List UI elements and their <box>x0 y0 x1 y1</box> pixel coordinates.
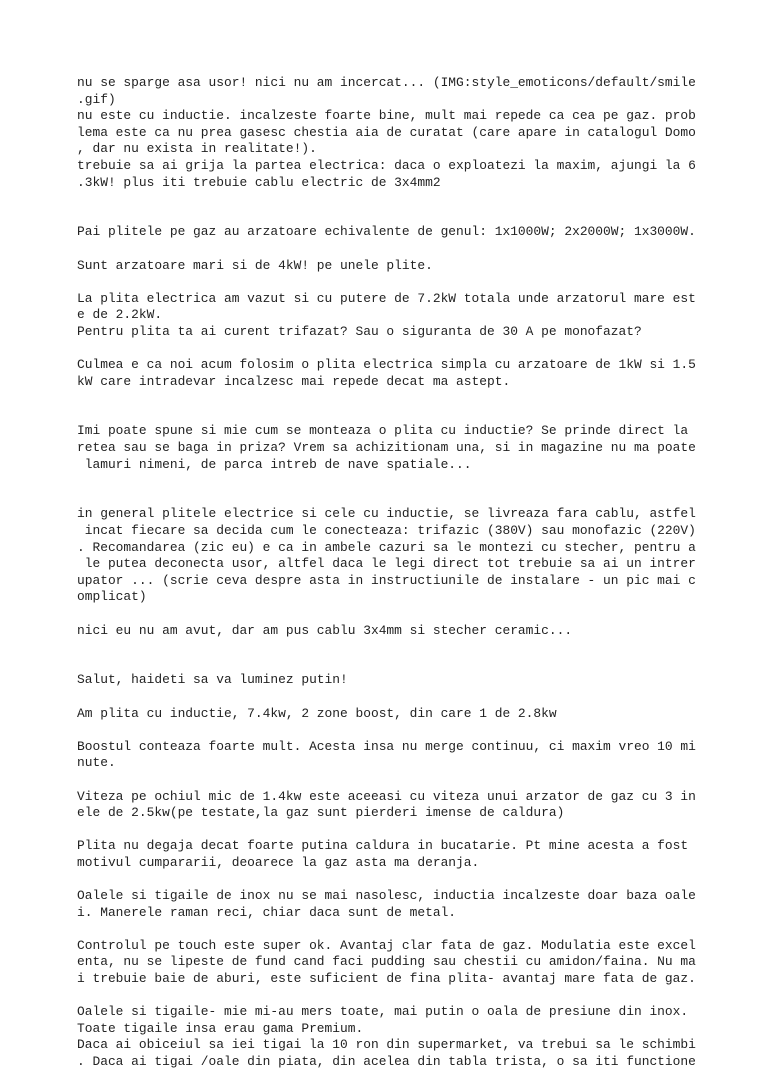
text-line: i. Manerele raman reci, chiar daca sunt de metal. <box>77 904 457 920</box>
text-line: Imi poate spune si mie cum se monteaza o plita cu inductie? Se prinde direct la <box>77 423 689 439</box>
text-line: Toate tigaile insa erau gama Premium. <box>77 1020 364 1036</box>
paragraph <box>77 739 717 772</box>
text-line: Oalele si tigaile de inox nu se mai nasolesc, inductia incalzeste doar baza oale <box>77 888 696 904</box>
text-line: Viteza pe ochiul mic de 1.4kw este aceeasi cu viteza unui arzator de gaz cu 3 in <box>77 788 696 804</box>
text-line: , dar nu exista in realitate!). <box>77 141 317 157</box>
text-line: e de 2.2kW. <box>77 307 163 323</box>
paragraph <box>77 258 717 275</box>
text-line: enta, nu se lipeste de fund cand faci pudding sau chestii cu amidon/faina. Nu ma <box>77 954 696 970</box>
text-line: Sunt arzatoare mari si de 4kW! pe unele plite. <box>77 257 433 273</box>
paragraph <box>77 75 717 191</box>
paragraph <box>77 357 717 390</box>
paragraph <box>77 623 717 640</box>
paragraph <box>77 672 717 689</box>
text-line: Am plita cu inductie, 7.4kw, 2 zone boost, din care 1 de 2.8kw <box>77 705 557 721</box>
text-line: .3kW! plus iti trebuie cablu electric de 3x4mm2 <box>77 174 441 190</box>
paragraph <box>77 706 717 723</box>
text-line: . Recomandarea (zic eu) e ca in ambele cazuri sa le montezi cu stecher, pentru a <box>77 539 696 555</box>
text-line: .gif) <box>77 91 116 107</box>
text-line: Plita nu degaja decat foarte putina caldura in bucatarie. Pt mine acesta a fost <box>77 838 689 854</box>
text-line: omplicat) <box>77 589 147 605</box>
paragraph <box>77 838 717 871</box>
text-line: trebuie sa ai grija la partea electrica: daca o exploatezi la maxim, ajungi la 6 <box>77 157 696 173</box>
paragraph <box>77 938 717 988</box>
paragraph <box>77 291 717 341</box>
text-line: Pentru plita ta ai curent trifazat? Sau o siguranta de 30 A pe monofazat? <box>77 323 642 339</box>
text-line: Daca ai obiceiul sa iei tigai la 10 ron din supermarket, va trebui sa le schimbi <box>77 1037 696 1053</box>
text-line: nu este cu inductie. incalzeste foarte bine, mult mai repede ca cea pe gaz. prob <box>77 108 696 124</box>
text-line: i trebuie baie de aburi, este suficient de fina plita- avantaj mare fata de gaz. <box>77 971 696 987</box>
paragraph <box>77 789 717 822</box>
text-line: nici eu nu am avut, dar am pus cablu 3x4mm si stecher ceramic... <box>77 622 573 638</box>
paragraph <box>77 888 717 921</box>
text-line: Salut, haideti sa va luminez putin! <box>77 672 348 688</box>
text-line: incat fiecare sa decida cum le conecteaza: trifazic (380V) sau monofazic (220V) <box>77 523 696 539</box>
text-line: La plita electrica am vazut si cu putere de 7.2kW totala unde arzatorul mare est <box>77 290 696 306</box>
text-line: motivul cumpararii, deoarece la gaz asta ma deranja. <box>77 854 480 870</box>
text-line: nu se sparge asa usor! nici nu am incercat... (IMG:style_emoticons/default/smile <box>77 75 696 90</box>
text-line: Controlul pe touch este super ok. Avantaj clar fata de gaz. Modulatia este excel <box>77 937 696 953</box>
text-line: Boostul conteaza foarte mult. Acesta insa nu merge continuu, ci maxim vreo 10 mi <box>77 738 696 754</box>
text-line: kW care intradevar incalzesc mai repede decat ma astept. <box>77 373 511 389</box>
paragraph <box>77 506 717 606</box>
text-line: le putea deconecta usor, altfel daca le legi direct tot trebuie sa ai un intrer <box>77 556 696 572</box>
text-line: lamuri nimeni, de parca intreb de nave spatiale... <box>77 456 472 472</box>
text-line: Oalele si tigaile- mie mi-au mers toate, mai putin o oala de presiune din inox. <box>77 1004 689 1020</box>
paragraph <box>77 1004 717 1070</box>
text-line: nute. <box>77 755 116 771</box>
text-line: in general plitele electrice si cele cu inductie, se livreaza fara cablu, astfel <box>77 506 696 522</box>
text-line: retea sau se baga in priza? Vrem sa achizitionam una, si in magazine nu ma poate <box>77 440 696 456</box>
paragraph <box>77 423 717 473</box>
text-line: lema este ca nu prea gasesc chestia aia de curatat (care apare in catalogul Domo <box>77 124 696 140</box>
paragraph <box>77 224 717 241</box>
text-line: Pai plitele pe gaz au arzatoare echivalente de genul: 1x1000W; 2x2000W; 1x3000W. <box>77 224 696 240</box>
text-line: upator ... (scrie ceva despre asta in instructiunile de instalare - un pic mai c <box>77 572 696 588</box>
text-line: ele de 2.5kw(pe testate,la gaz sunt pierderi imense de caldura) <box>77 805 565 821</box>
text-line: Culmea e ca noi acum folosim o plita electrica simpla cu arzatoare de 1kW si 1.5 <box>77 357 696 373</box>
document-body <box>77 75 717 1071</box>
text-line: . Daca ai tigai /oale din piata, din acelea din tabla trista, o sa iti functione <box>77 1054 696 1070</box>
